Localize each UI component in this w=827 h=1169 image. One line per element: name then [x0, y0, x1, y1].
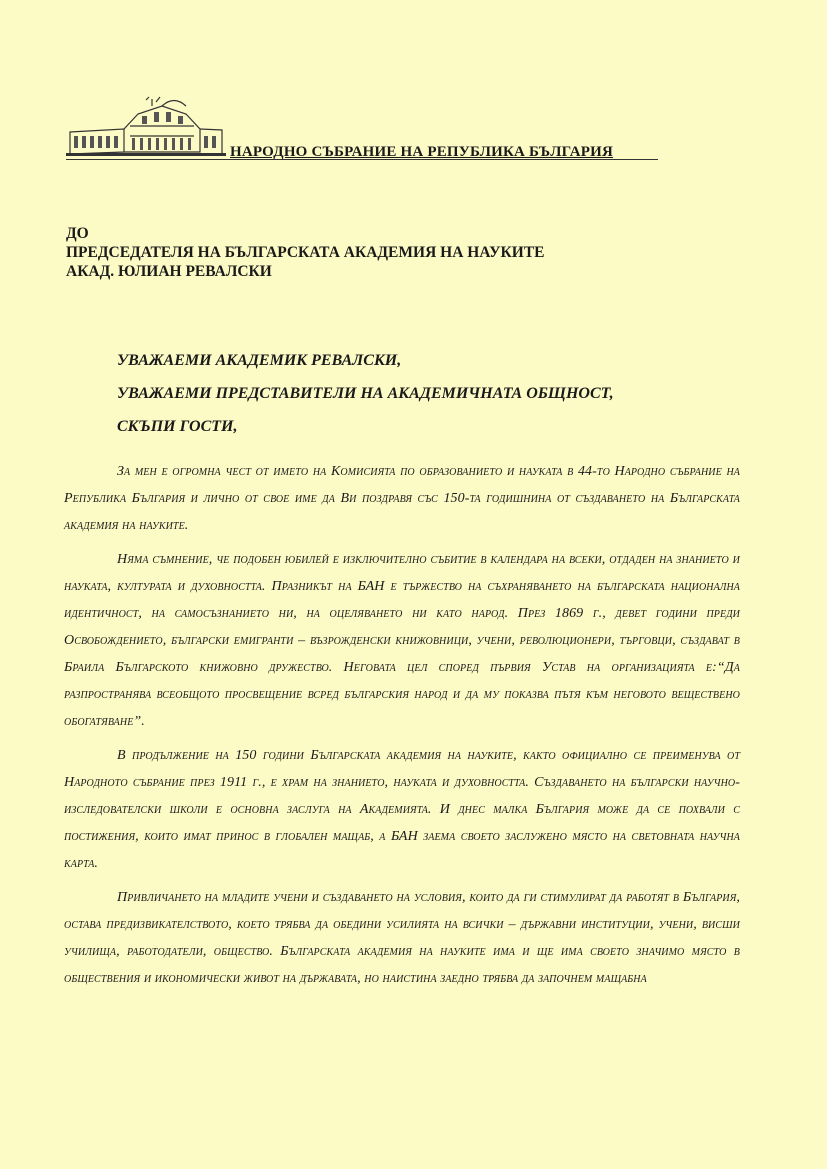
addressee-block [66, 224, 545, 281]
letterhead-divider [66, 159, 658, 160]
body-paragraph: Няма съмнение, че подобен юбилей е изключително събитие в календара на всеки, отдаден на знанието и науката, културата и духовността. Празникът на БАН е тържество на съхраняването на българската национална идентичност, на самосъзнанието ни, на оцеляването ни като народ. През 1869 г., девет години преди Освобождението, български емигранти – възрожденски книжовници, учени, революционери, търговци, създават в Браила Българското книжовно дружество. Неговата цел според първия Устав на организацията е:“Да разпространява всеобщото просвещение всред българския народ и да му показва пътя към неговото веществено обогатяване”. [64, 552, 740, 729]
addressee-line: АКАД. ЮЛИАН РЕВАЛСКИ [66, 263, 272, 280]
body-paragraph: За мен е огромна чест от името на Комисията по образованието и науката в 44-то Народно събрание на Република България и лично от свое име да Ви поздравя със 150-та годишнина от създаването на Българската академия на науките. [64, 464, 740, 533]
salutation-line: УВАЖАЕМИ ПРЕДСТАВИТЕЛИ НА АКАДЕМИЧНАТА ОБЩНОСТ, [117, 385, 614, 402]
parliament-building-icon [66, 96, 226, 158]
salutation-line: УВАЖАЕМИ АКАДЕМИК РЕВАЛСКИ, [117, 352, 402, 369]
body-paragraph: В продължение на 150 години Българската академия на науките, както официално се преименува от Народното събрание през 1911 г., е храм на знанието, науката и духовността. Създаването на български научно-изследователски школи е основна заслуга на Академията. И днес малка България може да се похвали с постижения, които имат принос в глобален мащаб, а БАН заема своето заслужено място на световната научна карта. [64, 748, 740, 871]
organization-name: НАРОДНО СЪБРАНИЕ НА РЕПУБЛИКА БЪЛГАРИЯ [230, 144, 614, 160]
addressee-line: ПРЕДСЕДАТЕЛЯ НА БЪЛГАРСКАТА АКАДЕМИЯ НА НАУКИТЕ [66, 244, 545, 261]
letter-body [64, 458, 740, 999]
addressee-line: ДО [66, 225, 89, 242]
salutation-line: СКЪПИ ГОСТИ, [117, 418, 238, 435]
body-paragraph: Привличането на младите учени и създаването на условия, които да ги стимулират да работят в България, остава предизвикателството, което трябва да обедини усилията на всички – държавни институции, учени, висши училища, работодатели, общество. Българската академия на науките има и ще има своето значимо място в обществения и икономически живот на държавата, но наистина заедно трябва да започнем мащабна [64, 890, 740, 986]
salutation-block [117, 344, 614, 443]
letterhead [66, 96, 658, 164]
